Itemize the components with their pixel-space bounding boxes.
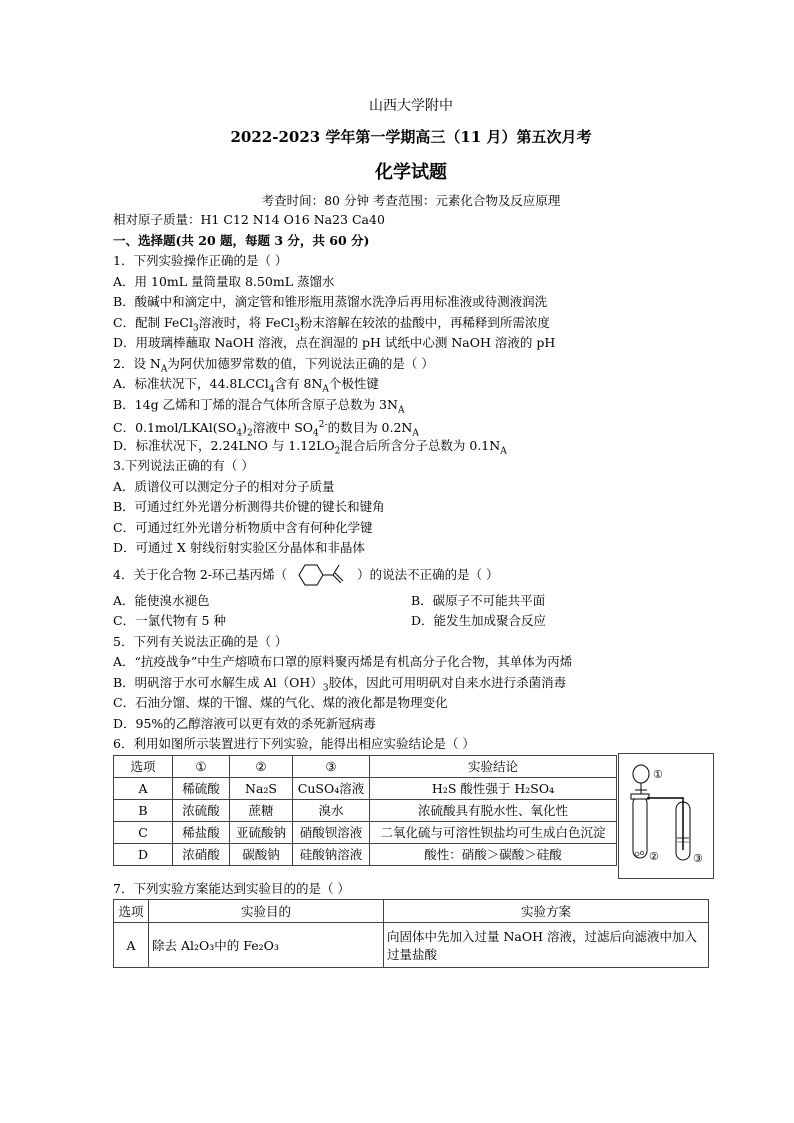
q4-stem: 4．关于化合物 2-环己基丙烯（ ）的说法不正确的是（ ） (113, 559, 709, 591)
q7-stem: 7．下列实验方案能达到实验目的的是（ ） (113, 880, 350, 896)
exam-meta: 考查时间：80 分钟 考查范围：元素化合物及反应原理 (261, 193, 561, 208)
q5-option-c: C．石油分馏、煤的干馏、煤的气化、煤的液化都是物理变化 (113, 695, 448, 710)
q3-option-b: B．可通过红外光谱分析测得共价键的键长和键角 (113, 499, 385, 514)
q4-options-row1 (113, 591, 709, 612)
table-header-row (114, 900, 709, 923)
q6-block (113, 755, 709, 879)
table-header: 选项 (114, 900, 149, 923)
q3-option-c: C．可通过红外光谱分析物质中含有何种化学键 (113, 519, 373, 535)
table-header: 实验方案 (384, 900, 709, 923)
q7-table (113, 899, 709, 968)
q2-option-c: C．$0.1mol/LKAl(SO_4)_2$溶液中 $SO_4^{2-}$的数目为 $0.2N_A$ (113, 420, 419, 439)
subject-title: 化学试题 (375, 162, 447, 183)
q2-stem: 2．设 $N_A$为阿伏加德罗常数的值，下列说法正确的是（ ） (113, 355, 434, 374)
q1-option-c: C．配制 FeCl$_3$溶液时，将 FeCl$_3$粉末溶解在较浓的盐酸中，再稀释到所需浓度 (113, 314, 550, 333)
q2-option-a: A．标准状况下，44.8LCCl$_4$含有 $8N_A$个极性键 (113, 376, 379, 395)
atomic-mass-line: 相对原子质量：H1 C12 N14 O16 Na23 Ca40 (113, 212, 385, 227)
q3-stem: 3.下列说法正确的有（ ） (113, 458, 254, 473)
q4-option-b: B．碳原子不可能共平面 (411, 592, 546, 608)
q5-option-b: B．明矾溶于水可水解生成 $Al(OH)_3$胶体，因此可用明矾对自来水进行杀菌消毒 (113, 674, 567, 693)
q4-option-a: A．能使溴水褪色 (113, 592, 210, 608)
q3-option-d: D．可通过 X 射线衍射实验区分晶体和非晶体 (113, 540, 365, 555)
q6-table (113, 755, 617, 866)
q1-option-d: D．用玻璃棒蘸取 NaOH 溶液，点在润湿的 pH 试纸中心测 NaOH 溶液的 pH (113, 335, 556, 350)
apparatus-figure (618, 753, 714, 879)
q4-option-d: D．能发生加成聚合反应 (411, 613, 547, 628)
label-1: ① (653, 767, 663, 781)
table-header: 实验目的 (149, 900, 384, 923)
apparatus-drawing (619, 754, 713, 878)
table-row: B 浓硫酸 蔗糖 溴水 浓硫酸具有脱水性、氧化性 (114, 799, 617, 821)
table-header-row (114, 755, 617, 777)
table-header: ③ (293, 755, 370, 777)
q1-option-a: A．用 10mL 量筒量取 8.50mL 蒸馏水 (113, 273, 335, 289)
cyclohexylpropene-structure (291, 562, 353, 588)
q5-option-d: D．95%的乙醇溶液可以更有效的杀死新冠病毒 (113, 715, 376, 731)
q6-stem: 6．利用如图所示装置进行下列实验，能得出相应实验结论是（ ） (113, 736, 475, 751)
q3-option-a: A．质谱仪可以测定分子的相对分子质量 (113, 478, 335, 494)
q2-option-b: B．14g 乙烯和丁烯的混合气体所含原子总数为 $3N_A$ (113, 396, 405, 415)
label-2: ② (649, 849, 659, 863)
table-header: 实验结论 (370, 755, 617, 777)
q1-stem: 1．下列实验操作正确的是（ ） (113, 253, 288, 268)
q1-option-b: B．酸碱中和滴定中，滴定管和锥形瓶用蒸馏水洗净后再用标准液或待测液润洗 (113, 294, 548, 309)
exam-title: 2022-2023 学年第一学期高三（11 月）第五次月考 (230, 128, 592, 146)
label-3: ③ (693, 851, 703, 865)
q5-stem: 5．下列有关说法正确的是（ ） (113, 633, 288, 649)
table-row: A 稀硫酸 Na₂S CuSO₄溶液 H₂S 酸性强于 H₂SO₄ (114, 777, 617, 799)
q4-options-row2 (113, 611, 709, 632)
table-header: ② (230, 755, 293, 777)
table-header: 选项 (114, 755, 173, 777)
section-heading: 一、选择题(共 20 题，每题 3 分，共 60 分) (113, 232, 370, 248)
table-row: D 浓硝酸 碳酸钠 硅酸钠溶液 酸性：硝酸＞碳酸＞硅酸 (114, 843, 617, 865)
q5-option-a: A．“抗疫战争”中生产熔喷布口罩的原料聚丙烯是有机高分子化合物，其单体为丙烯 (113, 654, 573, 669)
exam-page (113, 96, 709, 968)
school-name: 山西大学附中 (369, 98, 453, 114)
q4-option-c: C．一氯代物有 5 种 (113, 613, 226, 628)
q2-option-d: D．标准状况下，2.24LNO 与 $1.12LO_2$混合后所含分子总数为 $0.1N_A$ (113, 437, 507, 456)
table-header: ① (173, 755, 230, 777)
table-row: C 稀盐酸 亚硫酸钠 硝酸钡溶液 二氧化硫与可溶性钡盐均可生成白色沉淀 (114, 821, 617, 843)
table-row: A 除去 Al₂O₃中的 Fe₂O₃ 向固体中先加入过量 NaOH 溶液，过滤后向滤液中加入过量盐酸 (114, 923, 709, 968)
